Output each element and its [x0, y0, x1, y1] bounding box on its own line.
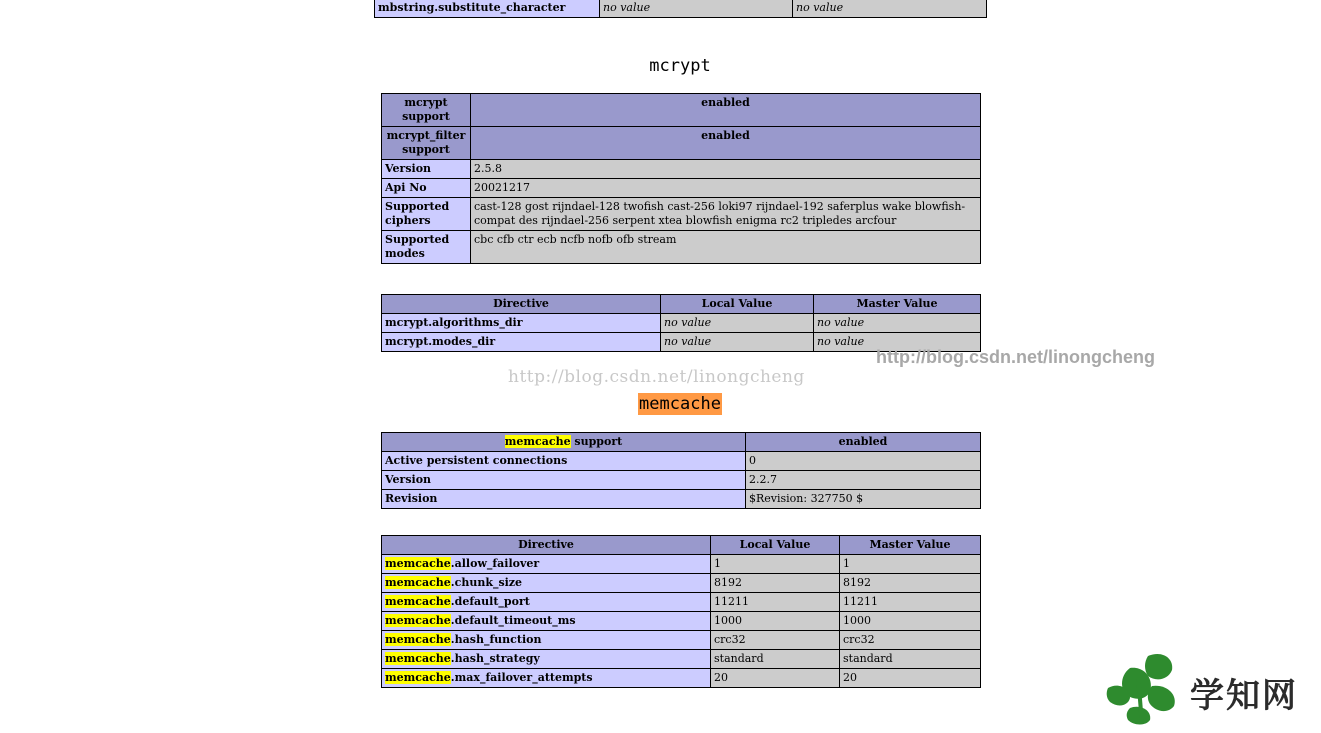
master-value: 8192 [840, 574, 981, 593]
mcrypt-directives-table [381, 294, 981, 352]
memcache-title: memcache [639, 394, 721, 414]
directive-name [382, 612, 711, 631]
table-row [382, 612, 981, 631]
table-row [382, 198, 981, 231]
row-value: 20021217 [471, 179, 981, 198]
table-row [382, 94, 981, 127]
memcache-info-table [381, 432, 981, 509]
table-row [382, 314, 981, 333]
directive-suffix: .hash_function [450, 633, 542, 646]
row-name: Supported modes [382, 231, 471, 264]
support-value: enabled [746, 433, 981, 452]
master-value: no value [814, 333, 981, 352]
table-row [382, 631, 981, 650]
directive-name: mbstring.substitute_character [375, 0, 600, 18]
logo-text: 学知网 [1190, 676, 1298, 716]
table-row [382, 160, 981, 179]
directive-name [382, 631, 711, 650]
master-value: no value [814, 314, 981, 333]
support-label: support [570, 435, 623, 448]
leaf-logo-icon [1100, 648, 1190, 726]
table-row [382, 179, 981, 198]
table-row [382, 127, 981, 160]
watermark-center: http://blog.csdn.net/linongcheng [508, 367, 805, 387]
mcrypt-title: mcrypt [649, 56, 711, 76]
master-value-header: Master Value [814, 295, 981, 314]
row-name: mcrypt support [382, 94, 471, 127]
directive-name: mcrypt.modes_dir [382, 333, 661, 352]
local-value-header: Local Value [661, 295, 814, 314]
directive-suffix: .allow_failover [450, 557, 540, 570]
row-value: 2.2.7 [746, 471, 981, 490]
local-value: no value [661, 314, 814, 333]
table-header-row [382, 536, 981, 555]
directive-header: Directive [382, 536, 711, 555]
directive-name [382, 593, 711, 612]
table-header-row [382, 295, 981, 314]
local-value: standard [711, 650, 840, 669]
search-highlight: memcache [385, 614, 451, 627]
table-row [382, 452, 981, 471]
table-row [382, 574, 981, 593]
table-row [382, 593, 981, 612]
master-value: 20 [840, 669, 981, 688]
local-value: crc32 [711, 631, 840, 650]
search-highlight: memcache [504, 435, 571, 448]
row-name: Active persistent connections [382, 452, 746, 471]
local-value: no value [600, 0, 793, 18]
row-value: 2.5.8 [471, 160, 981, 179]
master-value: standard [840, 650, 981, 669]
directive-header: Directive [382, 295, 661, 314]
search-highlight: memcache [385, 595, 451, 608]
search-highlight: memcache [385, 633, 451, 646]
table-header-row [382, 433, 981, 452]
search-highlight: memcache [385, 652, 451, 665]
table-row [375, 0, 987, 18]
row-name: Version [382, 160, 471, 179]
mbstring-table [374, 0, 987, 18]
mcrypt-info-table [381, 93, 981, 264]
row-name: Version [382, 471, 746, 490]
local-value: 1 [711, 555, 840, 574]
master-value: 11211 [840, 593, 981, 612]
table-row [382, 231, 981, 264]
row-value: enabled [471, 127, 981, 160]
directive-suffix: .default_timeout_ms [450, 614, 576, 627]
local-value: no value [661, 333, 814, 352]
master-value: 1000 [840, 612, 981, 631]
table-row [382, 669, 981, 688]
search-highlight: memcache [385, 557, 451, 570]
master-value: crc32 [840, 631, 981, 650]
row-value: cbc cfb ctr ecb ncfb nofb ofb stream [471, 231, 981, 264]
local-value: 11211 [711, 593, 840, 612]
master-value: 1 [840, 555, 981, 574]
mcrypt-heading [380, 56, 980, 76]
row-name: mcrypt_filter support [382, 127, 471, 160]
directive-name [382, 555, 711, 574]
memcache-heading [380, 394, 980, 414]
row-name: Api No [382, 179, 471, 198]
row-value: cast-128 gost rijndael-128 twofish cast-256 loki97 rijndael-192 saferplus wake blowfish-compat des rijndael-256 serpent xtea blowfish enigma rc2 tripledes arcfour [471, 198, 981, 231]
watermark-right: http://blog.csdn.net/linongcheng [876, 347, 1155, 367]
directive-suffix: .max_failover_attempts [450, 671, 593, 684]
directive-name [382, 650, 711, 669]
directive-suffix: .default_port [450, 595, 530, 608]
local-value: 20 [711, 669, 840, 688]
support-header [382, 433, 746, 452]
directive-name [382, 574, 711, 593]
table-row [382, 490, 981, 509]
directive-suffix: .chunk_size [450, 576, 523, 589]
local-value: 1000 [711, 612, 840, 631]
table-row [382, 471, 981, 490]
master-value: no value [793, 0, 987, 18]
search-highlight: memcache [385, 671, 451, 684]
row-value: 0 [746, 452, 981, 471]
directive-name [382, 669, 711, 688]
directive-name: mcrypt.algorithms_dir [382, 314, 661, 333]
master-value-header: Master Value [840, 536, 981, 555]
row-name: Supported ciphers [382, 198, 471, 231]
directive-suffix: .hash_strategy [450, 652, 540, 665]
table-row [382, 555, 981, 574]
local-value-header: Local Value [711, 536, 840, 555]
row-name: Revision [382, 490, 746, 509]
table-row [382, 650, 981, 669]
search-highlight: memcache [385, 576, 451, 589]
row-value: enabled [471, 94, 981, 127]
local-value: 8192 [711, 574, 840, 593]
memcache-directives-table [381, 535, 981, 688]
row-value: $Revision: 327750 $ [746, 490, 981, 509]
